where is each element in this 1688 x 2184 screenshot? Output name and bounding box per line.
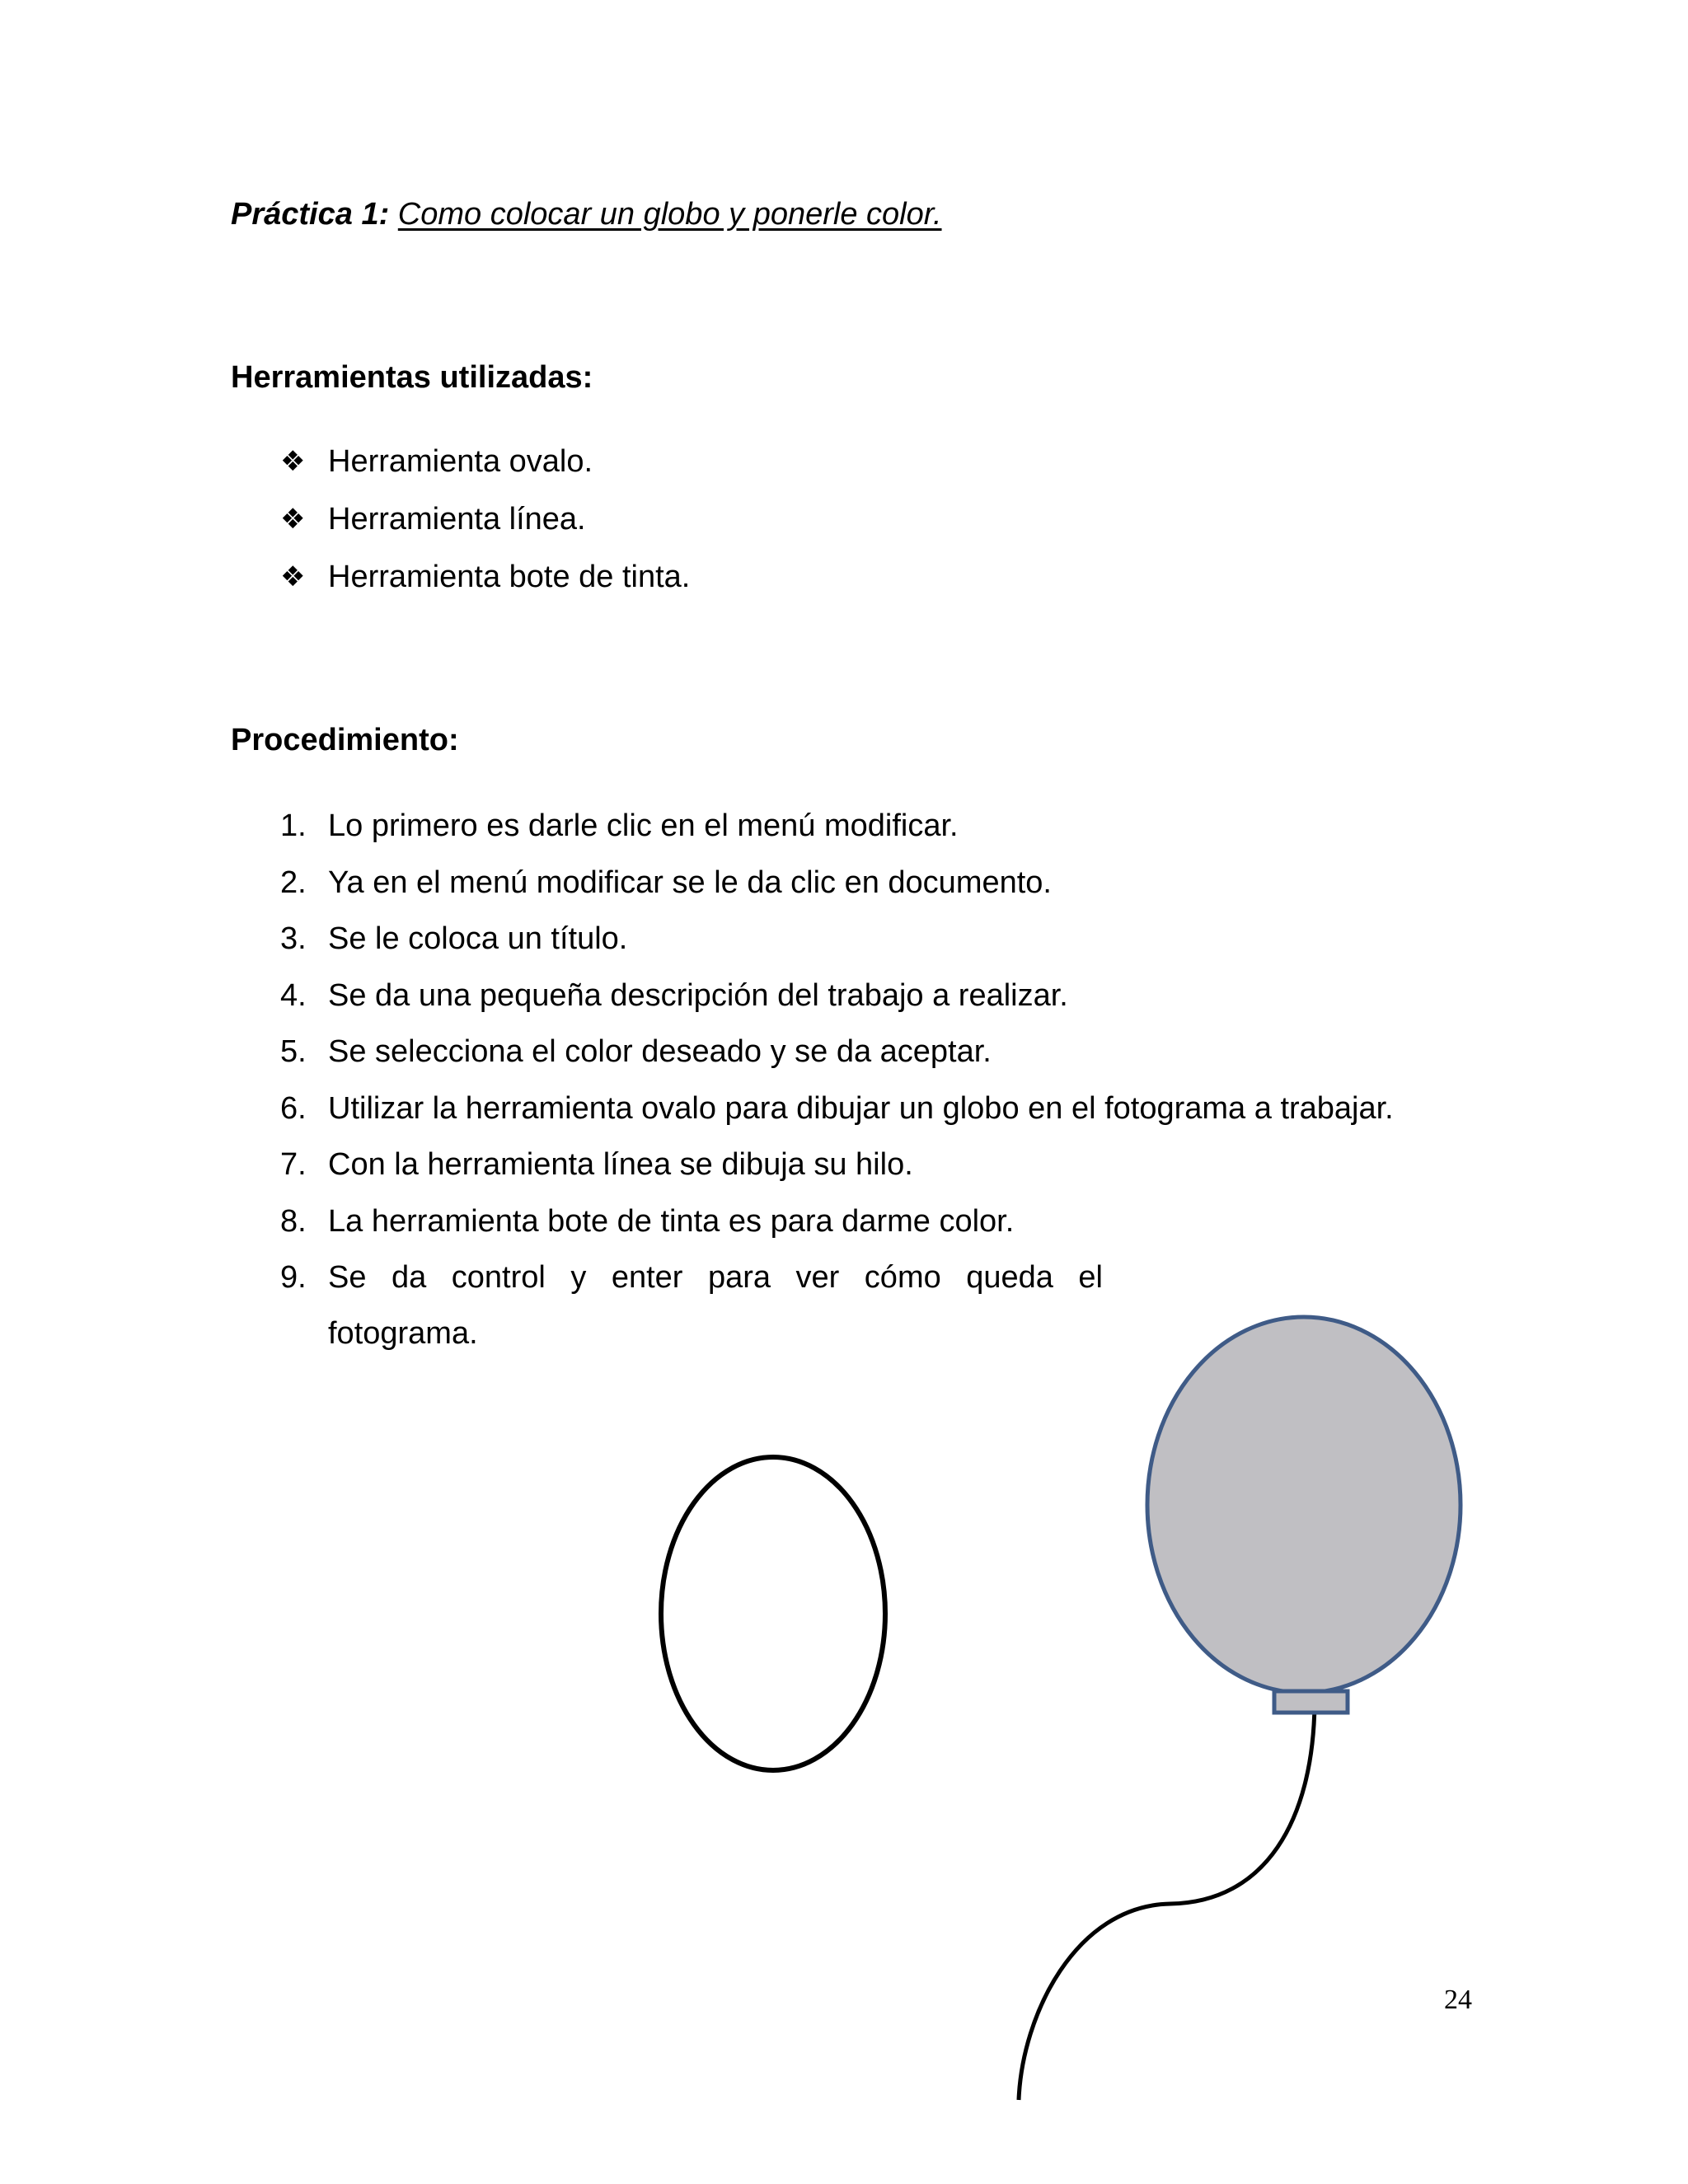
- outline-oval-shape: [661, 1457, 885, 1770]
- step-text: Ya en el menú modificar se le da clic en documento.: [328, 865, 1052, 900]
- diamond-four-bullet-icon: ❖: [280, 445, 306, 478]
- step-number: 3.: [280, 921, 307, 956]
- step-number: 6.: [280, 1090, 307, 1126]
- procedure-heading: Procedimiento:: [231, 723, 459, 757]
- step-text: Se le coloca un título.: [328, 921, 628, 956]
- step-text: Se da una pequeña descripción del trabajo a realizar.: [328, 977, 1068, 1013]
- step-number: 2.: [280, 865, 307, 900]
- step-number: 8.: [280, 1203, 307, 1239]
- step-text: Lo primero es darle clic en el menú modificar.: [328, 808, 959, 843]
- balloon-string-line: [1019, 1704, 1315, 2100]
- tools-heading: Herramientas utilizadas:: [231, 360, 593, 395]
- step-text: La herramienta bote de tinta es para darme color.: [328, 1203, 1015, 1239]
- tool-item-text: Herramienta bote de tinta.: [328, 560, 691, 594]
- step-number: 4.: [280, 977, 307, 1013]
- practice-label: Práctica 1:: [231, 197, 390, 232]
- tool-item-text: Herramienta línea.: [328, 502, 586, 537]
- step-number: 7.: [280, 1147, 307, 1182]
- step-number: 9.: [280, 1260, 307, 1295]
- page-number: 24: [1444, 1985, 1472, 2015]
- step-number: 1.: [280, 808, 307, 843]
- filled-balloon-shape: [1147, 1317, 1461, 1693]
- practice-subtitle: Como colocar un globo y ponerle color.: [397, 197, 942, 232]
- diamond-four-bullet-icon: ❖: [280, 560, 306, 593]
- balloon-knot-shape: [1274, 1691, 1348, 1713]
- diamond-four-bullet-icon: ❖: [280, 503, 306, 536]
- step-text: Utilizar la herramienta ovalo para dibujar un globo en el fotograma a trabajar.: [328, 1090, 1394, 1126]
- step-text: Se da control y enter para ver cómo queda el fotograma.: [328, 1260, 1103, 1351]
- step-number: 5.: [280, 1034, 307, 1069]
- step-text: Se selecciona el color deseado y se da aceptar.: [328, 1034, 992, 1069]
- step-text: Con la herramienta línea se dibuja su hilo.: [328, 1147, 913, 1182]
- tool-item-text: Herramienta ovalo.: [328, 444, 593, 479]
